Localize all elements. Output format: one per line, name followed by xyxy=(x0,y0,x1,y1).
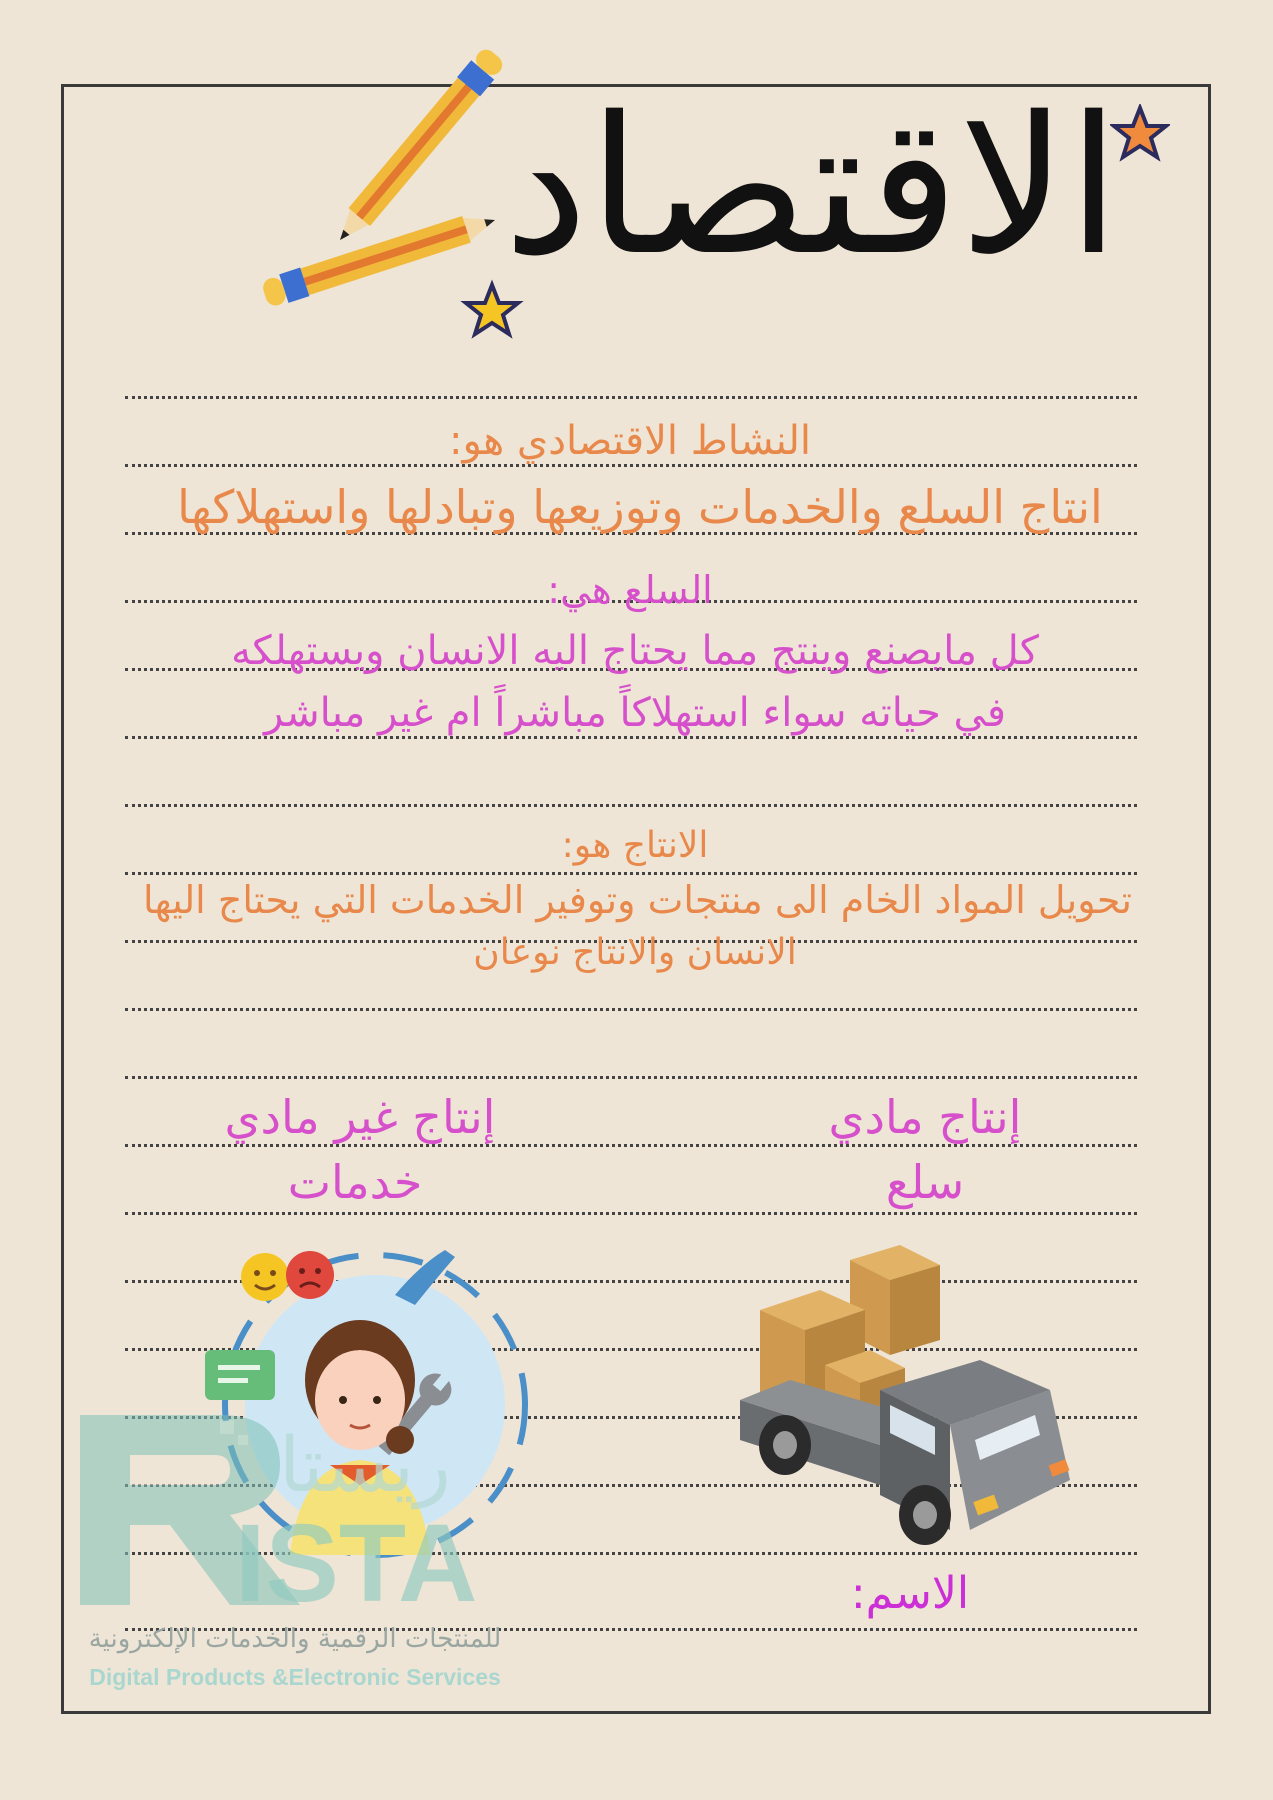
goods-definition-line-1: كل مايصنع وينتج مما يحتاج اليه الانسان ويستهلكه xyxy=(231,628,1039,674)
production-definition-line-2: الانسان والانتاج نوعان xyxy=(473,932,797,973)
immaterial-production-label: إنتاج غير مادي xyxy=(224,1090,496,1144)
dotted-line xyxy=(125,1008,1137,1011)
watermark-english-tagline: Digital Products &Electronic Services xyxy=(89,1664,501,1690)
production-heading: الانتاج هو: xyxy=(561,825,709,866)
services-label: خدمات xyxy=(287,1155,423,1209)
sad-face-icon xyxy=(286,1251,334,1299)
chat-bubble-icon xyxy=(205,1350,275,1400)
dotted-line xyxy=(125,1144,1137,1147)
material-production-label: إنتاج مادي xyxy=(828,1090,1022,1144)
economic-activity-definition: انتاج السلع والخدمات وتوزيعها وتبادلها واستهلاكها xyxy=(177,480,1103,534)
goods-definition-line-2: في حياته سواء استهلاكاً مباشراً ام غير مباشر xyxy=(264,690,1006,736)
dotted-line xyxy=(125,464,1137,467)
economic-activity-heading: النشاط الاقتصادي هو: xyxy=(448,418,811,464)
name-label: الاسم: xyxy=(850,1568,970,1619)
dotted-line xyxy=(125,1212,1137,1215)
dotted-line xyxy=(125,736,1137,739)
goods-label: سلع xyxy=(885,1155,965,1209)
truck-with-boxes-icon xyxy=(730,1230,1130,1560)
goods-heading: السلع هي: xyxy=(547,568,713,612)
page-title: الاقتصاد xyxy=(503,76,1120,297)
dotted-line xyxy=(125,872,1137,875)
watermark-arabic-tagline: للمنتجات الرقمية والخدمات الإلكترونية xyxy=(88,1624,502,1654)
happy-face-icon xyxy=(241,1253,289,1301)
pencil-icon xyxy=(260,206,499,309)
dotted-line xyxy=(125,804,1137,807)
dotted-line xyxy=(125,396,1137,399)
production-definition-line-1: تحويل المواد الخام الى منتجات وتوفير الخدمات التي يحتاج اليها xyxy=(143,878,1132,922)
pencils-illustration xyxy=(255,45,545,355)
pencil-icon xyxy=(329,45,508,250)
watermark-logo-text: ISTA xyxy=(235,1502,478,1625)
dotted-line xyxy=(125,1076,1137,1079)
watermark-arabic-logo-text: ريستا xyxy=(279,1420,451,1509)
